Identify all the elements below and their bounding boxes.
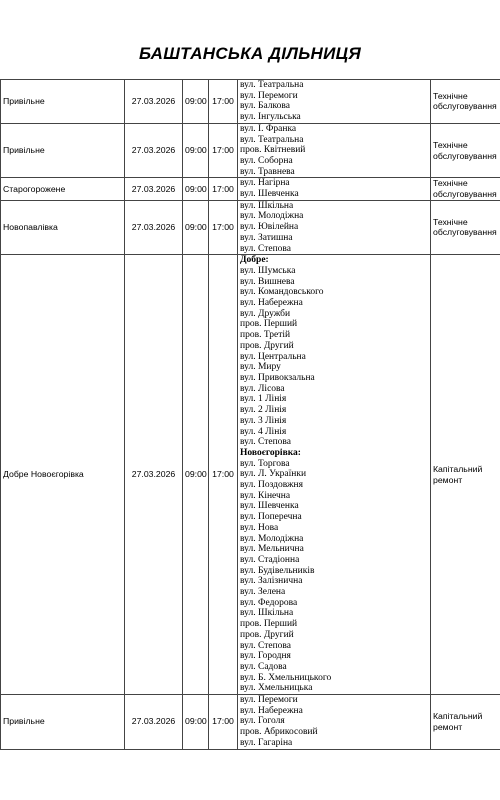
street-item: вул. Перемоги	[240, 90, 298, 101]
street-item: вул. Миру	[240, 362, 281, 373]
street-item: вул. Шевченка	[240, 189, 299, 200]
street-item: вул. Нова	[240, 522, 279, 533]
start-time-cell: 09:00	[183, 200, 209, 255]
street-item: вул. Набережна	[240, 298, 303, 309]
table-row	[1, 695, 500, 750]
location-cell: Привільне	[1, 123, 125, 178]
street-item: вул. Шкільна	[240, 200, 294, 211]
street-item: вул. Молодіжна	[240, 211, 304, 222]
street-item: вул. Театральна	[240, 134, 304, 145]
end-time-cell: 17:00	[209, 178, 238, 200]
street-item: вул. Лісова	[240, 383, 285, 394]
street-item: пров. Абрикосовий	[240, 727, 318, 738]
end-time-cell: 17:00	[209, 80, 238, 124]
street-item: пров. Квітневий	[240, 145, 306, 156]
start-time-cell: 09:00	[183, 80, 209, 124]
start-time-cell: 09:00	[183, 123, 209, 178]
street-item: вул. Центральна	[240, 351, 306, 362]
work-type-cell: Технічне обслуговування	[431, 80, 500, 124]
street-item: вул. Б. Хмельницького	[240, 672, 332, 683]
street-item: вул. Поперечна	[240, 512, 302, 523]
date-cell: 27.03.2026	[125, 80, 183, 124]
street-item: вул. Кінечна	[240, 490, 291, 501]
table-row	[1, 80, 500, 124]
street-item: пров. Перший	[240, 619, 298, 630]
work-type-cell: Капітальний ремонт	[431, 695, 500, 750]
street-item: вул. Шумська	[240, 265, 296, 276]
street-item: вул. Поздовжня	[240, 480, 303, 491]
street-item: вул. Стадіонна	[240, 554, 300, 565]
street-item: вул. Степова	[240, 640, 291, 651]
work-type-cell: Технічне обслуговування	[431, 200, 500, 255]
date-cell: 27.03.2026	[125, 123, 183, 178]
street-item: вул. Соборна	[240, 155, 293, 166]
location-cell: Привільне	[1, 80, 125, 124]
streets-cell	[238, 123, 431, 178]
location-cell: Добре Новоєгорівка	[1, 255, 125, 695]
street-item: вул. Перемоги	[240, 695, 298, 706]
street-item: вул. Балкова	[240, 101, 290, 112]
streets-cell	[238, 80, 431, 124]
street-item: пров. Перший	[240, 319, 298, 330]
end-time-cell: 17:00	[209, 695, 238, 750]
street-item: вул. Шевченка	[240, 501, 299, 512]
street-item: вул. Федорова	[240, 597, 298, 608]
end-time-cell: 17:00	[209, 255, 238, 695]
street-item: вул. Городня	[240, 651, 291, 662]
location-cell: Старогорожене	[1, 178, 125, 200]
street-item: вул. Дружби	[240, 308, 291, 319]
street-item: вул. Травнева	[240, 166, 295, 177]
street-item: вул. Ювілейна	[240, 222, 299, 233]
street-item: вул. Залізнична	[240, 576, 303, 587]
streets-cell	[238, 695, 431, 750]
street-item: вул. Гагаріна	[240, 737, 293, 748]
street-item: пров. Другий	[240, 340, 294, 351]
start-time-cell: 09:00	[183, 255, 209, 695]
table-row	[1, 200, 500, 255]
date-cell: 27.03.2026	[125, 255, 183, 695]
street-item: вул. Театральна	[240, 80, 304, 90]
street-item: вул. Молодіжна	[240, 533, 304, 544]
village-group-label: Новоєгорівка:	[240, 447, 301, 458]
table-row	[1, 123, 500, 178]
street-item: вул. 3 Лінія	[240, 415, 287, 426]
street-item: вул. Хмельницька	[240, 683, 313, 694]
street-item: вул. Л. Українки	[240, 469, 307, 480]
end-time-cell: 17:00	[209, 200, 238, 255]
date-cell: 27.03.2026	[125, 200, 183, 255]
streets-cell	[238, 200, 431, 255]
table-row	[1, 255, 500, 695]
date-cell: 27.03.2026	[125, 695, 183, 750]
streets-cell	[238, 178, 431, 200]
street-item: вул. 2 Лінія	[240, 405, 287, 416]
location-cell: Привільне	[1, 695, 125, 750]
outage-schedule-table	[0, 79, 500, 750]
start-time-cell: 09:00	[183, 695, 209, 750]
village-group-label: Добре:	[240, 255, 269, 266]
street-item: пров. Третій	[240, 330, 291, 341]
street-item: вул. Степова	[240, 243, 291, 254]
street-item: вул. Мельнична	[240, 544, 304, 555]
street-item: пров. Другий	[240, 629, 294, 640]
street-item: вул. 1 Лінія	[240, 394, 287, 405]
street-item: вул. Набережна	[240, 705, 303, 716]
street-item: вул. Торгова	[240, 458, 290, 469]
street-item: вул. І. Франка	[240, 123, 297, 134]
street-item: вул. Привокзальна	[240, 372, 315, 383]
work-type-cell: Капітальний ремонт	[431, 255, 500, 695]
street-item: вул. Степова	[240, 437, 291, 448]
street-item: вул. Затишна	[240, 232, 293, 243]
start-time-cell: 09:00	[183, 178, 209, 200]
street-item: вул. Нагірна	[240, 178, 290, 189]
page-title: БАШТАНСЬКА ДІЛЬНИЦЯ	[138, 44, 362, 63]
street-item: вул. Шкільна	[240, 608, 294, 619]
end-time-cell: 17:00	[209, 123, 238, 178]
streets-cell	[238, 255, 431, 695]
street-item: вул. Садова	[240, 661, 287, 672]
street-item: вул. 4 Лінія	[240, 426, 287, 437]
table-row	[1, 178, 500, 200]
street-item: вул. Будівельників	[240, 565, 315, 576]
street-item: вул. Командовського	[240, 287, 324, 298]
work-type-cell: Технічне обслуговування	[431, 178, 500, 200]
street-item: вул. Зелена	[240, 587, 286, 598]
street-item: вул. Інгульська	[240, 112, 301, 123]
location-cell: Новопавлівка	[1, 200, 125, 255]
street-item: вул. Вишнева	[240, 276, 295, 287]
street-item: вул. Гоголя	[240, 716, 285, 727]
work-type-cell: Технічне обслуговування	[431, 123, 500, 178]
date-cell: 27.03.2026	[125, 178, 183, 200]
